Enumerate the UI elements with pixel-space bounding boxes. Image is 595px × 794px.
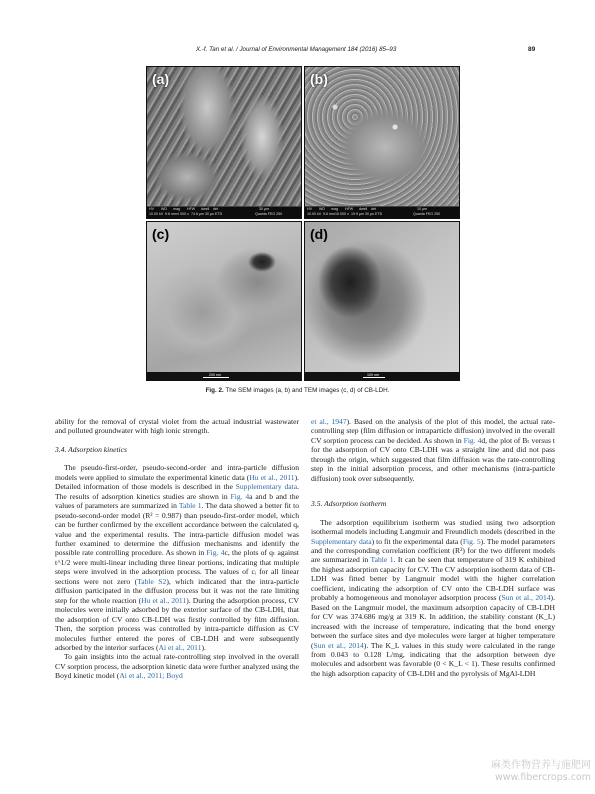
- reference-link[interactable]: Sun et al., 2014: [501, 593, 551, 603]
- kinetics-paragraph-2: To gain insights into the actual rate-controlling step involved in the overall CV sorption process, the adsorption kinetic data were further analyzed using the Boyd kinetic model (Ai et al., 2011; Boyd: [55, 652, 299, 681]
- table-link[interactable]: Table S2: [137, 576, 167, 586]
- reference-link[interactable]: Sun et al., 2014: [313, 640, 364, 650]
- running-header: X.-f. Tan et al. / Journal of Environmental Management 184 (2016) 85–93: [196, 46, 397, 53]
- tem-scale-bar-strip: [147, 372, 301, 380]
- panel-label: (d): [310, 226, 328, 242]
- reference-link[interactable]: Ai et al., 2011; Boyd: [119, 671, 183, 681]
- figure-link[interactable]: Fig. 4: [463, 435, 482, 445]
- sem-metadata-bar: HV WD mag HFW dwell det 30 μm 10.00 kV 9.6 mm 4 000 x 74.6 μm 30 μs ETD Quanta FEG 250: [147, 206, 301, 218]
- reference-link[interactable]: Hu et al., 2011: [141, 595, 187, 605]
- section-heading-3-4: 3.4. Adsorption kinetics: [55, 444, 127, 454]
- figure-caption: [0, 387, 595, 394]
- kinetics-paragraph-1: The pseudo-first-order, pseudo-second-order and intra-particle diffusion models were applied to simulate the experimental kinetic data (Hu et al., 2011). Detailed information of those models is described in the Supplementary data. The results of adsorption kinetics studies are shown in Fig. 4a and b and the values of parameters are summarized in Table 1. The data showed a better fit to pseudo-second-order model (R² = 0.987) than pseudo-first-order model, which can be further confirmed by the excellent accordance between the calculated qₑ value and the experimental results. The intra-particle diffusion model was further examined to determine the diffusion mechanisms and identify the possible rate controlling procedure. As shown in Fig. 4c, the plots of qₜ against t^1/2 were multi-linear including three linear portions, indicating that multiple steps were involved in the adsorption process. The values of cᵢ for all linear sections were not zero (Table S2), which indicated that the intra-particle diffusion participated in the diffusion process but it was not the rate limiting step for the whole reaction (Hu et al., 2011). During the adsorption process, CV molecules were initially adsorbed by the exterior surface of the CB-LDH, that the adsorption of CV onto CB-LDH was firstly controlled by film diffusion. Then, the sorption process was controlled by intra-particle diffusion as CV molecules further entered the pores of CB-LDH and were subsequently adsorbed by the interior surfaces (Ai et al., 2011).: [55, 463, 300, 652]
- panel-a-sem-image: [146, 66, 302, 219]
- left-column: [55, 417, 299, 681]
- panel-b-sem-image: [304, 66, 460, 219]
- watermark-title: 麻类作物营养与施肥网: [491, 760, 591, 771]
- scale-bar-label: 200 nm: [209, 373, 221, 377]
- table-link[interactable]: Table 1: [370, 555, 394, 565]
- page-number: 89: [528, 46, 536, 53]
- section-heading-3-5: 3.5. Adsorption isotherm: [311, 499, 387, 509]
- caption-label: Fig. 2.: [205, 387, 224, 394]
- right-column: [311, 417, 555, 678]
- caption-text: The SEM images (a, b) and TEM images (c, d) of CB-LDH.: [225, 387, 390, 394]
- reference-link[interactable]: Ai et al., 2011: [158, 642, 202, 652]
- isotherm-paragraph: The adsorption equilibrium isotherm was studied using two adsorption isothermal models including Langmuir and Freundlich models (described in the Supplementary data) to fit the experimental data (Fig. 5). The model parameters and the corresponding correlation coefficient (R²) for the two different models are summarized in Table 1. It can be seen that temperature of 319 K exhibited the highest adsorption capacity for CV. The CV adsorption isotherm data of CB-LDH was fitted better by Langmuir model with the higher correlation coefficient, indicating the adsorption of CV onto the CB-LDH surface was probably a homogeneous and monolayer adsorption process (Sun et al., 2014). Based on the Langmuir model, the maximum adsorption capacity of CB-LDH for CV was 374.686 mg/g at 319 K. In addition, the stability constant (K_L) increased with the increase of temperature, indicating that the bond energy between the surface sites and dye molecules were larger at higher temperature (Sun et al., 2014). The K_L values in this study were calculated in the range from 0.043 to 0.128 L/mg, indicating that the adsorption between dye molecules and adsorbent was favorable (0 < K_L < 1). These results confirmed the high adsorption capacity of CB-LDH and the pyrolysis of MgAl-LDH: [311, 517, 556, 678]
- scale-bar-label: 100 nm: [367, 373, 379, 377]
- panel-d-tem-image: [304, 221, 460, 381]
- figure-link[interactable]: Fig. 5: [462, 536, 481, 546]
- supplementary-link[interactable]: Supplementary data: [311, 536, 372, 546]
- figure-link[interactable]: Fig. 4: [206, 548, 225, 558]
- watermark-url: www.fibercrops.com: [494, 772, 591, 783]
- panel-label: (b): [310, 71, 328, 87]
- table-link[interactable]: Table 1: [178, 501, 202, 511]
- panel-label: (c): [152, 226, 170, 242]
- sem-metadata-bar: HV WD mag HFW dwell det 10 μm 10.00 kV 9.6 mm 15 000 x 19.9 μm 30 μs ETD Quanta FEG 250: [305, 206, 459, 218]
- panel-label: (a): [152, 71, 170, 87]
- figure-link[interactable]: Fig. 4: [230, 491, 250, 501]
- site-watermark: [491, 760, 591, 784]
- supplementary-link[interactable]: Supplementary data: [235, 482, 298, 492]
- reference-link[interactable]: et al., 1947: [311, 417, 347, 426]
- reference-link[interactable]: Hu et al., 2011: [249, 472, 295, 482]
- boyd-paragraph: et al., 1947). Based on the analysis of the plot of this model, the actual rate-controlling step (film diffusion or intraparticle diffusion) involved in the overall CV sorption process can be decided. As shown in Fig. 4d, the plot of Bₜ versus t for the adsorption of CV onto CB-LDH was a straight line and did not pass through the origin, which suggested that film diffusion was the rate-controlling step in the initial adsorption process, and other mechanisms (intra-particle diffusion) took over subsequently.: [311, 417, 555, 483]
- tem-scale-bar-strip: [305, 372, 459, 380]
- figure-2: [146, 66, 460, 380]
- panel-c-tem-image: [146, 221, 302, 381]
- intro-paragraph: ability for the removal of crystal violet from the actual industrial wastewater and polluted groundwater with high ionic strength.: [55, 417, 299, 436]
